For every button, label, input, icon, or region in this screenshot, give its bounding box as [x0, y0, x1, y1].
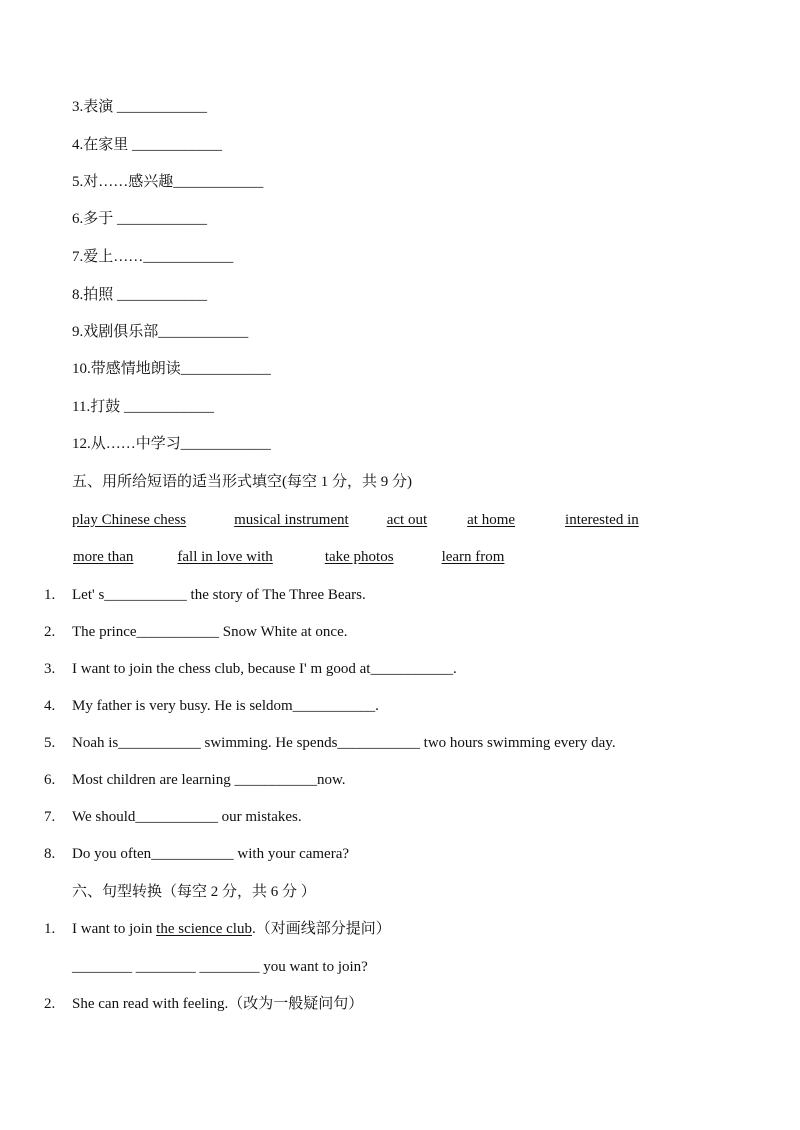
- vocab-item: 6.多于 ____________: [72, 211, 208, 227]
- question-number: 4.: [44, 698, 56, 714]
- phrase: learn from: [441, 549, 505, 565]
- question-text: Noah is___________ swimming. He spends___________ two hours swimming every day.: [72, 735, 616, 751]
- vocab-item: 8.拍照 ____________: [72, 287, 208, 303]
- phrase: musical instrument: [234, 512, 349, 528]
- question-prefix: I want to join: [72, 921, 157, 937]
- question-text: The prince___________ Snow White at once.: [72, 624, 348, 640]
- question-number: 6.: [44, 772, 56, 788]
- phrase: play Chinese chess: [72, 512, 187, 528]
- question-number: 8.: [44, 846, 56, 862]
- question-number: 7.: [44, 809, 56, 825]
- vocab-item: 7.爱上……____________: [72, 249, 234, 265]
- vocab-item: 3.表演 ____________: [72, 99, 208, 115]
- phrase: at home: [467, 512, 516, 528]
- question-text: My father is very busy. He is seldom___________.: [72, 698, 379, 714]
- question-number: 2.: [44, 624, 56, 640]
- question-text: [72, 919, 391, 939]
- question-text: She can read with feeling.（改为一般疑问句）: [72, 996, 364, 1012]
- phrase: interested in: [565, 512, 639, 528]
- question-text: We should___________ our mistakes.: [72, 809, 302, 825]
- phrase: act out: [386, 512, 428, 528]
- phrase-bank-row: [72, 510, 639, 530]
- question-text: Most children are learning ___________now.: [72, 772, 346, 788]
- answer-line: ________ ________ ________ you want to join?: [72, 959, 368, 975]
- question-text: Let' s___________ the story of The Three Bears.: [72, 587, 366, 603]
- vocab-item: 11.打鼓 ____________: [72, 399, 214, 415]
- phrase: take photos: [324, 549, 394, 565]
- vocab-item: 5.对……感兴趣____________: [72, 174, 264, 190]
- question-suffix: .（对画线部分提问）: [251, 921, 391, 937]
- underlined-phrase: the science club: [156, 921, 252, 937]
- vocab-item: 10.带感情地朗读____________: [72, 361, 271, 377]
- question-number: 1.: [44, 587, 56, 603]
- question-number: 3.: [44, 661, 56, 677]
- vocab-item: 12.从……中学习____________: [72, 436, 271, 452]
- phrase: fall in love with: [177, 549, 273, 565]
- phrase: more than: [73, 549, 134, 565]
- question-text: I want to join the chess club, because I' m good at___________.: [72, 661, 457, 677]
- question-number: 2.: [44, 996, 56, 1012]
- question-number: 5.: [44, 735, 56, 751]
- section-title: 五、用所给短语的适当形式填空(每空 1 分，共 9 分): [72, 474, 412, 490]
- section-title: 六、句型转换（每空 2 分，共 6 分 ）: [72, 884, 316, 900]
- phrase-bank-row: [73, 547, 504, 567]
- vocab-item: 9.戏剧俱乐部____________: [72, 324, 249, 340]
- question-number: 1.: [44, 921, 56, 937]
- question-text: Do you often___________ with your camera?: [72, 846, 350, 862]
- vocab-item: 4.在家里 ____________: [72, 137, 223, 153]
